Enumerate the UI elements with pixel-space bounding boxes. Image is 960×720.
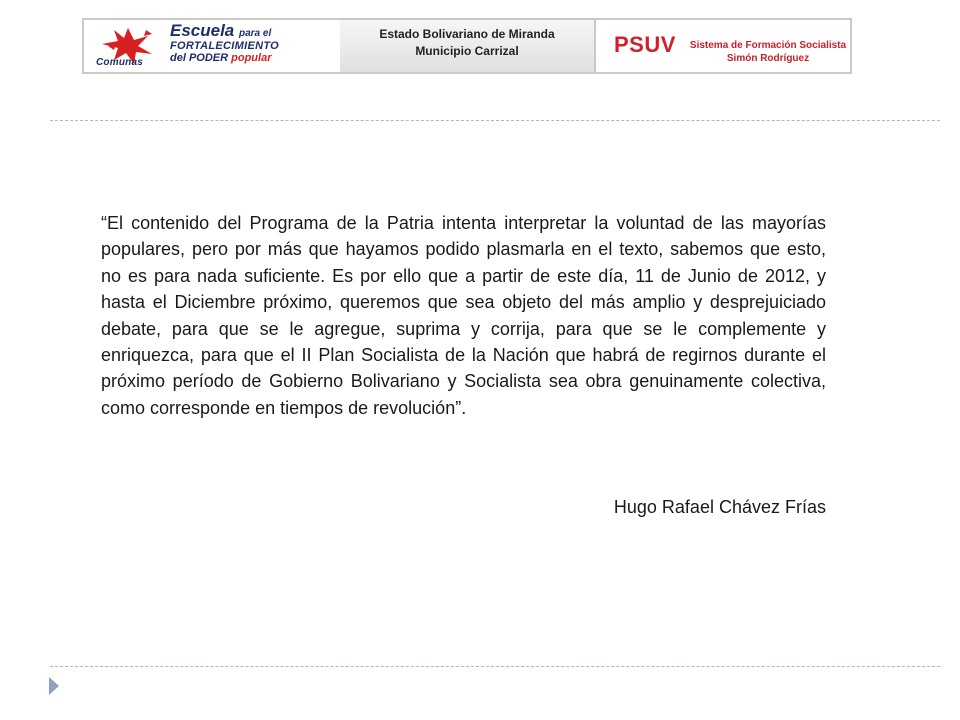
top-divider xyxy=(50,120,940,121)
quote-text: “El contenido del Programa de la Patria intenta interpretar la voluntad de las mayorías populares, pero por más que hayamos podido plasmarla en el texto, sabemos que esto, no es para nada suficiente. Es por ello que a partir de este día, 11 de Junio de 2012, y hasta el Diciembre próximo, queremos que sea objeto del más amplio y desprejuiciado debate, para que se le agregue, suprima y corrija, para que se le complemente y enriquezca, para que el II Plan Socialista de la Nación que habrá de regirnos durante el próximo período de Gobierno Bolivariano y Socialista sea obra genuinamente colectiva, como corresponde en tiempos de revolución”. xyxy=(101,213,826,418)
psuv-system-name: Sistema de Formación Socialista xyxy=(689,40,847,51)
logo-poder-text xyxy=(170,52,271,64)
logo-escuela-word: Escuela xyxy=(170,21,235,40)
municipality-name: Municipio Carrizal xyxy=(415,44,519,58)
logo-del-poder: del PODER xyxy=(170,52,229,64)
logo-fortalecimiento-text: FORTALECIMIENTO xyxy=(170,40,279,52)
header-center-panel xyxy=(340,20,596,72)
triangle-bullet-icon xyxy=(48,676,60,696)
logo-comunas-text: Comunas xyxy=(96,57,143,68)
psuv-simon-rodriguez: Simón Rodríguez xyxy=(726,53,810,64)
escuela-logo xyxy=(84,20,342,72)
header-banner xyxy=(82,18,852,74)
logo-para-el: para el xyxy=(239,28,272,39)
psuv-wordmark: PSUV xyxy=(614,32,676,57)
state-name: Estado Bolivariano de Miranda xyxy=(379,27,555,41)
bottom-divider xyxy=(50,666,940,667)
psuv-logo xyxy=(596,20,850,72)
quote-author: Hugo Rafael Chávez Frías xyxy=(613,497,826,517)
logo-popular: popular xyxy=(231,52,272,64)
